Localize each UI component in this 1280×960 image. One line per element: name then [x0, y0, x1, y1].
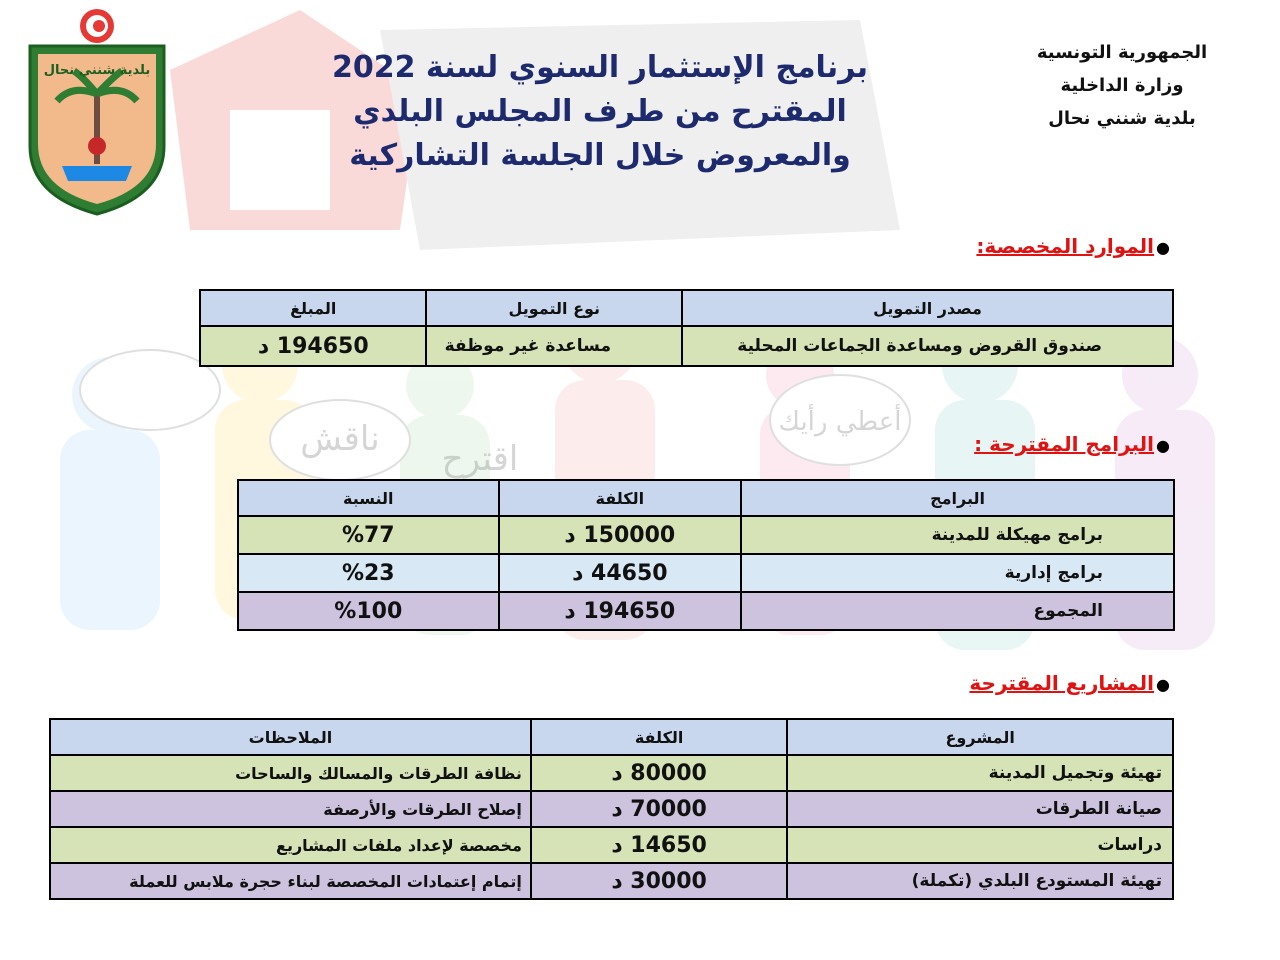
project-cost: 14650 د [531, 827, 787, 863]
title-line-3: والمعروض خلال الجلسة التشاركية [349, 138, 851, 173]
government-header [1002, 36, 1242, 135]
project-cost: 80000 د [531, 755, 787, 791]
column-header: الملاحظات [50, 719, 531, 755]
funding-source: صندوق القروض ومساعدة الجماعات المحلية [682, 326, 1173, 366]
project-note: إصلاح الطرقات والأرصفة [50, 791, 531, 827]
project-note: مخصصة لإعداد ملفات المشاريع [50, 827, 531, 863]
programs-heading: ●البرامج المقترحة : [974, 432, 1170, 456]
program-percent: %77 [238, 516, 499, 554]
municipality-logo [22, 6, 172, 216]
table-row [50, 755, 1173, 791]
column-header: النسبة [238, 480, 499, 516]
municipality-name: بلدية شنني نحال [1048, 108, 1196, 129]
country-name: الجمهورية التونسية [1036, 42, 1208, 63]
table-row [50, 791, 1173, 827]
column-header: المبلغ [200, 290, 426, 326]
ministry-name: وزارة الداخلية [1060, 75, 1184, 96]
title-line-1: برنامج الإستثمار السنوي لسنة 2022 [331, 50, 869, 85]
logo-text: بلدية شنني نحال [43, 63, 151, 78]
program-total-cost: 194650 د [499, 592, 742, 630]
bg-word-opinion: أعطي رأيك [778, 407, 902, 437]
programs-table [237, 479, 1175, 631]
resources-table [199, 289, 1174, 367]
project-note: إتمام إعتمادات المخصصة لبناء حجرة ملابس للعملة [50, 863, 531, 899]
table-row [238, 516, 1174, 554]
bg-word-discuss: ناقش [300, 419, 380, 459]
program-name: برامج مهيكلة للمدينة [741, 516, 1174, 554]
bullet-icon: ● [1156, 675, 1170, 694]
program-name: برامج إدارية [741, 554, 1174, 592]
table-row [50, 827, 1173, 863]
projects-heading: ●المشاريع المقترحة [969, 671, 1170, 695]
project-name: تهيئة وتجميل المدينة [787, 755, 1173, 791]
program-percent: %23 [238, 554, 499, 592]
project-cost: 30000 د [531, 863, 787, 899]
bullet-icon: ● [1156, 436, 1170, 455]
column-header: البرامج [741, 480, 1174, 516]
program-cost: 44650 د [499, 554, 742, 592]
title-line-2: المقترح من طرف المجلس البلدي [353, 94, 847, 129]
table-header-row [200, 290, 1173, 326]
project-name: دراسات [787, 827, 1173, 863]
program-cost: 150000 د [499, 516, 742, 554]
column-header: مصدر التمويل [682, 290, 1173, 326]
bullet-icon: ● [1156, 238, 1170, 257]
column-header: نوع التمويل [426, 290, 682, 326]
table-row-total [238, 592, 1174, 630]
project-cost: 70000 د [531, 791, 787, 827]
table-header-row [238, 480, 1174, 516]
page-title [280, 46, 920, 178]
projects-table [49, 718, 1174, 900]
table-header-row [50, 719, 1173, 755]
program-total-label: المجموع [741, 592, 1174, 630]
table-row [238, 554, 1174, 592]
column-header: الكلفة [531, 719, 787, 755]
table-row [200, 326, 1173, 366]
funding-amount: 194650 د [200, 326, 426, 366]
column-header: المشروع [787, 719, 1173, 755]
project-note: نظافة الطرقات والمسالك والساحات [50, 755, 531, 791]
column-header: الكلفة [499, 480, 742, 516]
resources-heading: ●الموارد المخصصة: [976, 234, 1170, 258]
bg-word-propose: اقترح [441, 439, 519, 479]
program-total-percent: %100 [238, 592, 499, 630]
project-name: صيانة الطرقات [787, 791, 1173, 827]
project-name: تهيئة المستودع البلدي (تكملة) [787, 863, 1173, 899]
table-row [50, 863, 1173, 899]
funding-type: مساعدة غير موظفة [426, 326, 682, 366]
